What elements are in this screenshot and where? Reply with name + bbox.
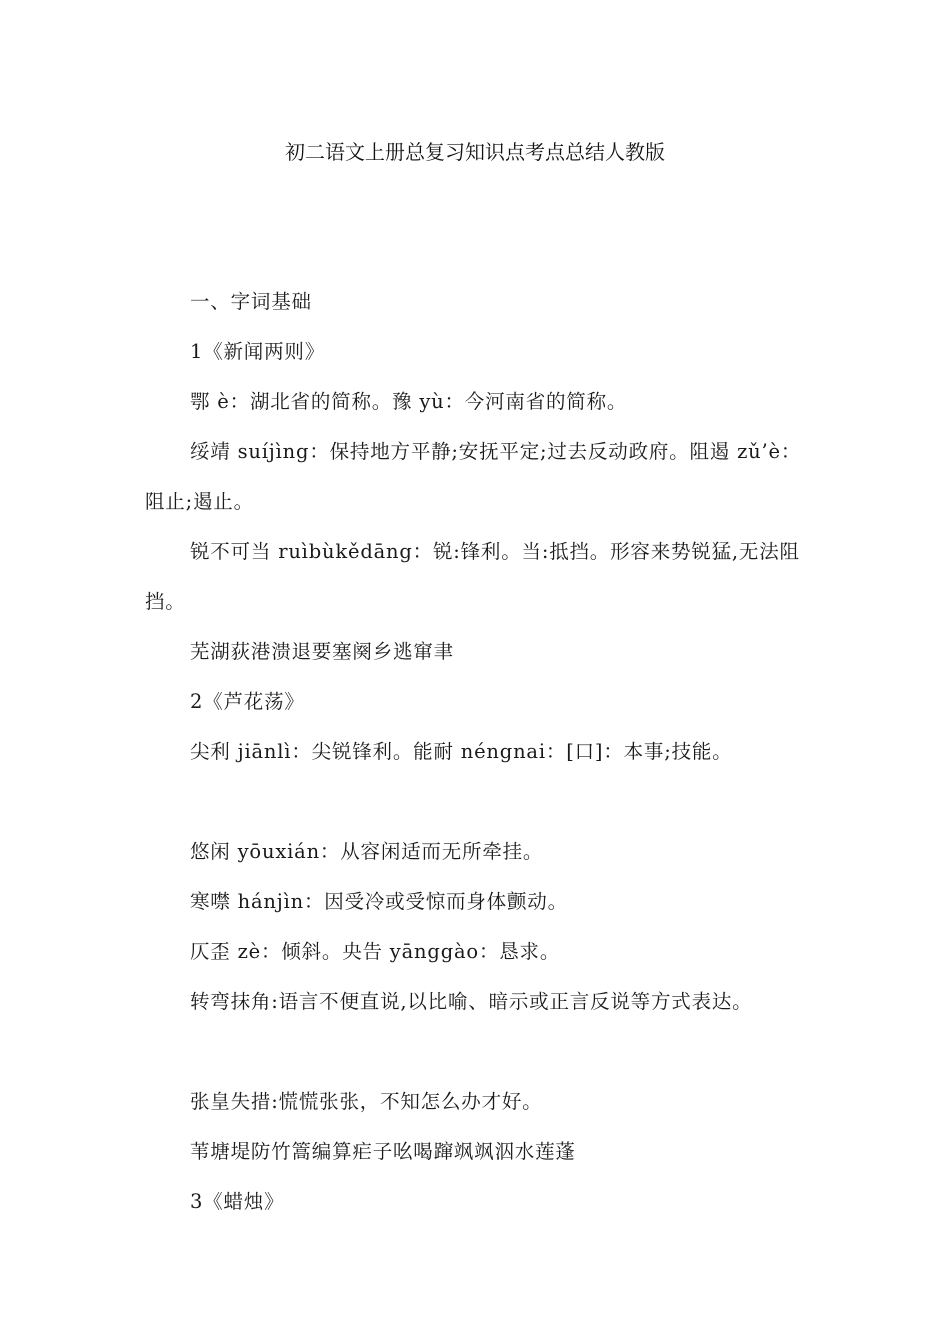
lesson-heading-2: 2《芦花荡》 — [190, 690, 305, 713]
lesson-heading-1: 1《新闻两则》 — [190, 340, 326, 363]
vocab-word-list: 芜湖荻港溃退要塞阕乡逃窜聿 — [190, 640, 454, 663]
vocab-entry: 尖利 jiānlì：尖锐锋利。能耐 néngnai：[口]：本事;技能。 — [190, 740, 733, 763]
vocab-entry: 张皇失措:慌慌张张，不知怎么办才好。 — [190, 1090, 543, 1113]
section-heading-vocabulary: 一、字词基础 — [190, 290, 312, 313]
vocab-entry: 转弯抹角:语言不便直说,以比喻、暗示或正言反说等方式表达。 — [190, 990, 753, 1013]
vocab-entry: 鄂 è：湖北省的简称。豫 yù：今河南省的简称。 — [190, 390, 628, 413]
vocab-entry: 绥靖 suíjìng：保持地方平静;安抚平定;过去反动政府。阻遏 zǔ’è：阻止;遏止。 — [145, 440, 802, 513]
vocab-entry: 悠闲 yōuxián：从容闲适而无所牵挂。 — [190, 840, 544, 863]
vocab-word-list: 苇塘堤防竹篙编算疟子吆喝蹿飒飒泅水莲蓬 — [190, 1140, 576, 1163]
lesson-heading-3: 3《蜡烛》 — [190, 1190, 285, 1213]
vocab-entry: 锐不可当 ruìbùkědāng：锐:锋利。当:抵挡。形容来势锐猛,无法阻挡。 — [145, 540, 800, 613]
vocab-entry: 寒噤 hánjìn：因受冷或受惊而身体颤动。 — [190, 890, 568, 913]
vocab-entry: 仄歪 zè：倾斜。央告 yānggào：恳求。 — [190, 940, 561, 963]
document-title: 初二语文上册总复习知识点考点总结人教版 — [285, 140, 665, 164]
